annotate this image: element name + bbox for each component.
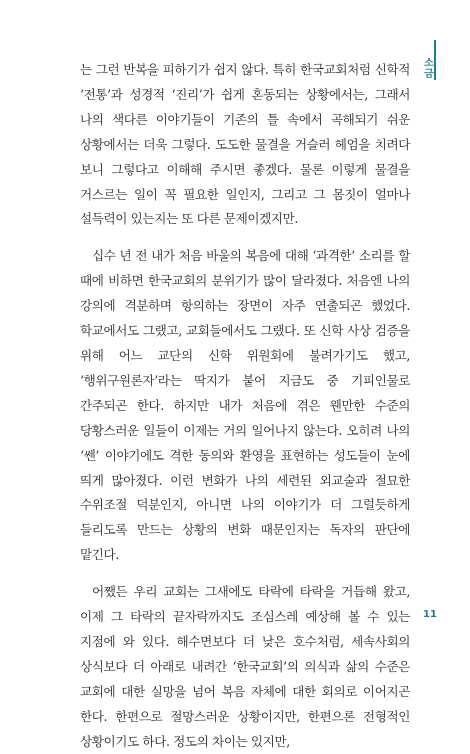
paragraph-2: 십수 년 전 내가 처음 바울의 복음에 대해 ‘과격한’ 소리를 할 때에 비하면 한국교회의 분위기가 많이 달라졌다. 처음엔 나의 강의에 격분하며 항의하는 장면이 자주 연출되곤 했었다. 학교에서도 그랬고, 교회들에서도 그랬다. 또 신학 사상 검증을 위해 어느 교단의 신학 위원회에 불려가기도 했고, ‘행위구원론자’라는 딱지가 붙어 지금도 중 기피인물로 간주되곤 한다. 하지만 내가 처음에 겪은 웬만한 수준의 당황스러운 일들이 이제는 거의 일어나지 않는다. 오히려 나의 ‘쎈’ 이야기에도 격한 동의와 환영을 표현하는 성도들이 눈에 띄게 많아졌다. 이런 변화가 나의 세련된 외교술과 절묘한 수위조절 덕분인지, 아니면 나의 이야기가 더 그럴듯하게 들리도록 만드는 상황의 변화 때문인지는 독자의 판단에 맡긴다. <box>80 248 410 563</box>
chapter-tab-label: 소 금 <box>424 58 434 80</box>
paragraph-1: 는 그런 반복을 피하기가 쉽지 않다. 특히 한국교회처럼 신학적 ‘전통’과 성경적 ‘진리’가 쉽게 혼동되는 상황에서는, 그래서 나의 색다른 이야기들이 기존의 틀 속에서 곡해되기 쉬운 상황에서는 더욱 그렇다. 도도한 물결을 거슬러 헤엄을 치려다 보니 그렇다고 이해해 주시면 좋겠다. 물론 이렇게 물결을 거스르는 일이 꼭 필요한 일인지, 그리고 그 몸짓이 얼마나 설득력이 있는지는 또 다른 문제이겠지만. <box>80 62 410 227</box>
body-text <box>80 58 410 754</box>
page-number: 11 <box>423 609 437 620</box>
paragraph-3: 어쨌든 우리 교회는 그새에도 타락에 타락을 거듭해 왔고, 이제 그 타락의 끝자락까지도 조심스레 예상해 볼 수 있는 지점에 와 있다. 해수면보다 더 낮은 호수처럼, 세속사회의 상식보다 더 아래로 내려간 ‘한국교회’의 의식과 삶의 수준은 교회에 대한 실망을 넘어 복음 자체에 대한 회의로 이어지곤 한다. 한편으로 절망스러운 상황이지만, 한편으론 전형적인 상황이기도 하다. 정도의 차이는 있지만, <box>80 584 410 749</box>
